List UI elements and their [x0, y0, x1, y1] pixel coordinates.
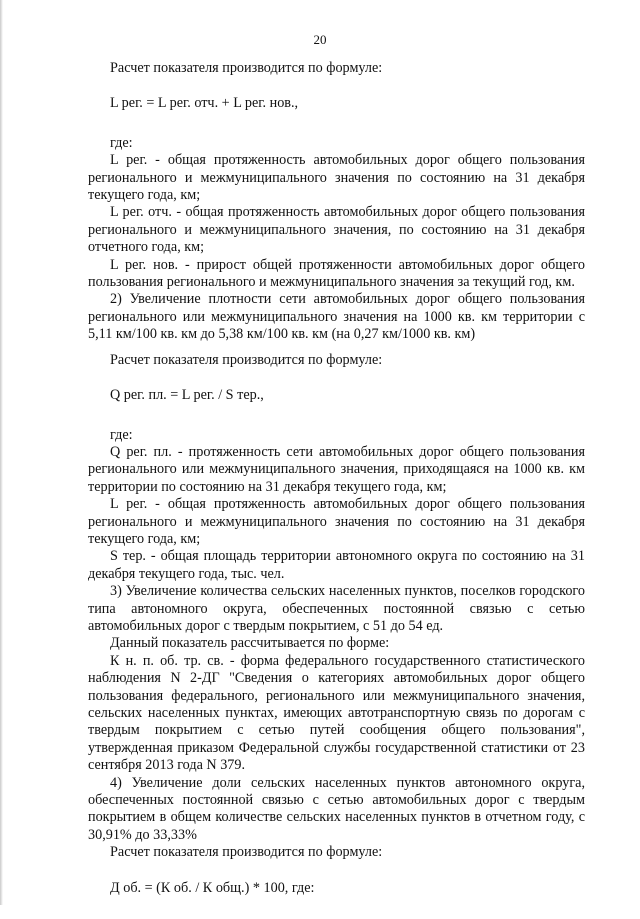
paragraph-intro-2: Расчет показателя производится по формуле:	[110, 351, 383, 368]
definition-l-reg-2: L рег. - общая протяженность автомобильных дорог общего пользования регионального и межмуниципального значения по состоянию на 31 декабря текущего года, км;	[88, 496, 585, 547]
where-label-2: где:	[110, 426, 133, 443]
body-text	[88, 60, 585, 919]
scan-edge	[0, 0, 3, 905]
definition-l-reg-nov: L рег. нов. - прирост общей протяженности автомобильных дорог общего пользования регионального и межмуниципального значения за текущий год, км.	[88, 256, 585, 291]
formula-d-ob: Д об. = (К об. / К общ.) * 100, где:	[110, 879, 315, 896]
paragraph-intro-1: Расчет показателя производится по формуле:	[110, 60, 383, 76]
definition-k-np: К н. п. об. тр. св. - форма федерального государственного статистического наблюдения N 2-ДГ "Сведения о категориях автомобильных дорог общего пользования федерального, регионального или межмуниципального значения, сельских населенных пунктах, имеющих автотранспортную связь по дорогам с твердым покрытием с сетью путей сообщения общего пользования", утвержденная приказом Федеральной службы государственной статистики от 23 сентября 2013 года N 379.	[88, 652, 585, 774]
formula-q-reg: Q рег. пл. = L рег. / S тер.,	[110, 387, 264, 404]
page-number: 20	[313, 32, 327, 47]
indicator-3: 3) Увеличение количества сельских населенных пунктов, поселков городского типа автономного округа, обеспеченных постоянной связью с сетью автомобильных дорог с твердым покрытием, с 51 до 54 ед.	[88, 583, 585, 634]
formula-l-reg: L рег. = L рег. отч. + L рег. нов.,	[110, 95, 299, 112]
definition-q-reg: Q рег. пл. - протяженность сети автомобильных дорог общего пользования регионального или межмуниципального значения, приходящаяся на 1000 кв. км территории по состоянию на 31 декабря текущего года, км;	[88, 443, 585, 495]
indicator-4: 4) Увеличение доли сельских населенных пунктов автономного округа, обеспеченных постоянной связью с сетью автомобильных дорог с твердым покрытием в общем количестве сельских населенных пунктов в отчетном году, с 30,91% до 33,33%	[88, 774, 585, 843]
definition-l-reg-otch: L рег. отч. - общая протяженность автомобильных дорог общего пользования регионального и межмуниципального значения, по состоянию на 31 декабря отчетного года, км;	[88, 204, 585, 256]
paragraph-intro-3: Расчет показателя производится по формуле:	[110, 844, 383, 861]
definition-l-reg: L рег. - общая протяженность автомобильных дорог общего пользования регионального и межмуниципального значения по состоянию на 31 декабря текущего года, км;	[88, 152, 585, 204]
definition-s-ter: S тер. - общая площадь территории автономного округа по состоянию на 31 декабря текущего года, тыс. чел.	[88, 548, 585, 582]
where-label-1: где:	[110, 134, 133, 151]
paragraph-form-intro: Данный показатель рассчитывается по форме:	[110, 635, 390, 652]
indicator-2: 2) Увеличение плотности сети автомобильных дорог общего пользования регионального или межмуниципального значения на 1000 кв. км территории с 5,11 км/100 кв. км до 5,38 км/100 кв. км (на 0,27 км/1000 кв. км)	[88, 291, 585, 343]
